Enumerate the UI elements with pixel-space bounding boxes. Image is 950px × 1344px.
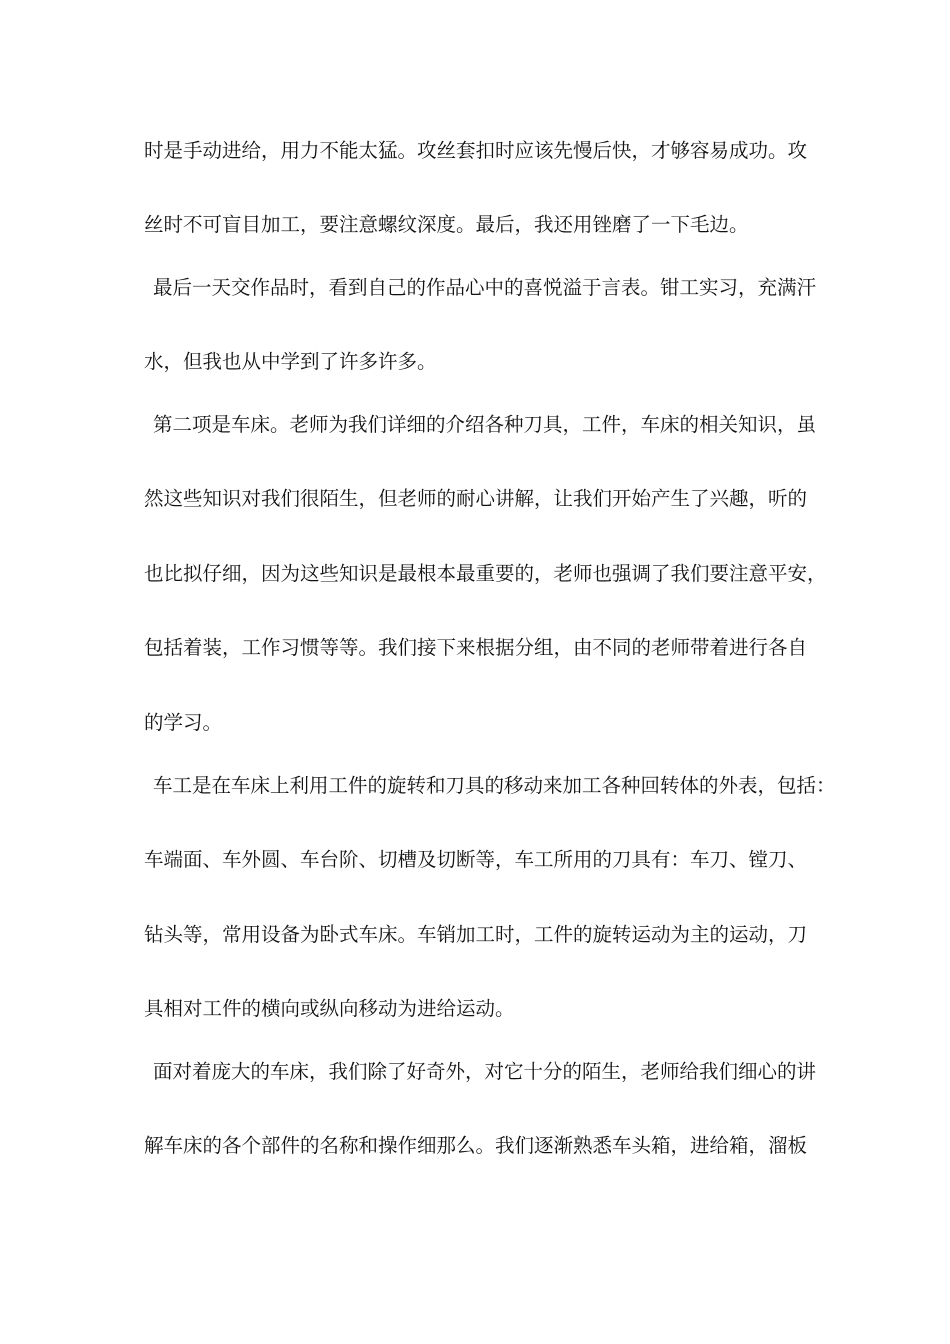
paragraph-start-line: 第二项是车床。老师为我们详细的介绍各种刀具，工件，车床的相关知识，虽 — [153, 413, 817, 436]
text-line: 钻头等，常用设备为卧式车床。车销加工时，工件的旋转运动为主的运动，刀 — [144, 923, 808, 946]
text-line: 包括着装，工作习惯等等。我们接下来根据分组，由不同的老师带着进行各自 — [144, 636, 808, 659]
text-line: 具相对工件的横向或纵向移动为进给运动。 — [144, 997, 515, 1020]
text-line: 也比拟仔细，因为这些知识是最根本最重要的，老师也强调了我们要注意平安， — [144, 562, 827, 585]
text-line: 解车床的各个部件的名称和操作细那么。我们逐渐熟悉车头箱，进给箱，溜板 — [144, 1134, 808, 1157]
text-line: 然这些知识对我们很陌生，但老师的耐心讲解，让我们开始产生了兴趣，听的 — [144, 487, 808, 510]
text-line: 时是手动进给，用力不能太猛。攻丝套扣时应该先慢后快，才够容易成功。攻 — [144, 139, 808, 162]
text-line: 丝时不可盲目加工，要注意螺纹深度。最后，我还用锉磨了一下毛边。 — [144, 213, 749, 236]
text-line: 车端面、车外圆、车台阶、切槽及切断等，车工所用的刀具有：车刀、镗刀、 — [144, 848, 808, 871]
text-line: 水，但我也从中学到了许多许多。 — [144, 350, 437, 373]
text-line: 的学习。 — [144, 711, 223, 734]
paragraph-start-line: 最后一天交作品时，看到自己的作品心中的喜悦溢于言表。钳工实习，充满汗 — [153, 276, 817, 299]
paragraph-start-line: 车工是在车床上利用工件的旋转和刀具的移动来加工各种回转体的外表，包括： — [153, 774, 836, 797]
paragraph-start-line: 面对着庞大的车床，我们除了好奇外，对它十分的陌生，老师给我们细心的讲 — [153, 1060, 817, 1083]
